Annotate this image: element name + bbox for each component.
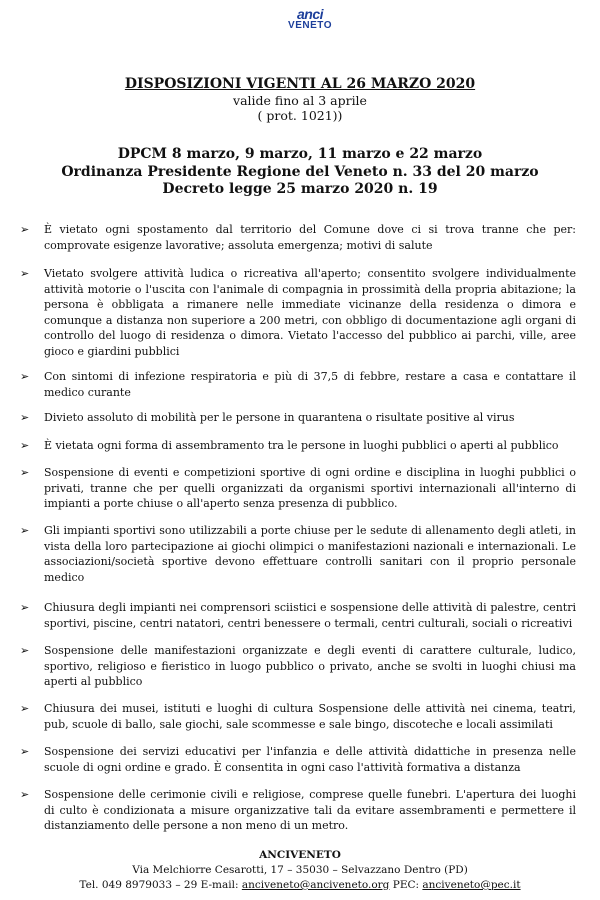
protocol-subtitle: ( prot. 1021)) — [257, 108, 343, 123]
arrow-bullet-icon: ➢ — [20, 370, 30, 383]
list-item-text: Vietato svolgere attività ludica o ricreativa all'aperto; consentito svolgere individualmente attività motorie o l'uscita con l'animale di compagnia in prossimità della propria abitazione; la persona è obbligata a rimanere nelle immediate vicinanze della residenza o dimora e comunque a distanza non superiore a 200 metri, con obbligo di documentazione agli organi di controllo del luogo di residenza o dimora. Vietato l'accesso del pubblico ai parchi, ville, aree gioco e giardini pubblici — [44, 267, 576, 358]
arrow-bullet-icon: ➢ — [20, 524, 30, 537]
list-item-text: Sospensione dei servizi educativi per l'infanzia e delle attività didattiche in presenza nelle scuole di ogni ordine e grado. È consentita in ogni caso l'attività formativa a distanza — [44, 745, 576, 774]
footer-address: Via Melchiorre Cesarotti, 17 – 35030 – Selvazzano Dentro (PD) — [132, 864, 468, 876]
arrow-bullet-icon: ➢ — [20, 644, 30, 657]
arrow-bullet-icon: ➢ — [20, 601, 30, 614]
list-item-text: Sospensione di eventi e competizioni sportive di ogni ordine e disciplina in luoghi pubblici o privati, tranne che per quelli organizzati da organismi sportivi internazionali all'interno di impianti a porte chiuse o all'aperto senza presenza di pubblico. — [44, 466, 576, 510]
footer-org-name: ANCIVENETO — [259, 849, 341, 861]
list-item-text: È vietata ogni forma di assembramento tra le persone in luoghi pubblici o aperti al pubblico — [44, 439, 559, 452]
footer-pec-label: PEC: — [389, 879, 423, 891]
arrow-bullet-icon: ➢ — [20, 223, 30, 236]
footer-contacts — [0, 878, 600, 893]
decree-line: Decreto legge 25 marzo 2020 n. 19 — [162, 181, 438, 197]
footer-email-link[interactable]: anciveneto@anciveneto.org — [241, 879, 390, 891]
arrow-bullet-icon: ➢ — [20, 745, 30, 758]
list-item-text: Gli impianti sportivi sono utilizzabili a porte chiuse per le sedute di allenamento degli atleti, in vista della loro partecipazione ai giochi olimpici o manifestazioni nazionali e internazionali. Le associazioni/società sportive devono effettuare controlli sanitari con il proprio personale medico — [44, 524, 576, 584]
title-block — [0, 76, 600, 123]
arrow-bullet-icon: ➢ — [20, 411, 30, 424]
footer-pec-link[interactable]: anciveneto@pec.it — [422, 879, 521, 891]
decrees-block — [0, 146, 600, 199]
list-item-text: Chiusura degli impianti nei comprensori sciistici e sospensione delle attività di palestre, centri sportivi, piscine, centri natatori, centri benessere o termali, centri culturali, sociali o ricreativi — [44, 601, 576, 630]
footer-tel: Tel. 049 8979033 – 29 E-mail: — [79, 879, 242, 891]
arrow-bullet-icon: ➢ — [20, 439, 30, 452]
list-item-text: Divieto assoluto di mobilità per le persone in quarantena o risultate positive al virus — [44, 411, 515, 424]
list-item-text: Sospensione delle manifestazioni organizzate e degli eventi di carattere culturale, ludico, sportivo, religioso e fieristico in luogo pubblico o privato, anche se svolti in luoghi chiusi ma aperti al pubblico — [44, 644, 576, 688]
anci-veneto-logo — [260, 8, 360, 31]
validity-subtitle: valide fino al 3 aprile — [233, 93, 367, 108]
page-title: DISPOSIZIONI VIGENTI AL 26 MARZO 2020 — [124, 76, 476, 92]
logo-top-text: anci — [296, 6, 323, 22]
arrow-bullet-icon: ➢ — [20, 466, 30, 479]
decree-line: DPCM 8 marzo, 9 marzo, 11 marzo e 22 marzo — [117, 146, 483, 162]
footer — [0, 848, 600, 893]
arrow-bullet-icon: ➢ — [20, 267, 30, 280]
arrow-bullet-icon: ➢ — [20, 702, 30, 715]
list-item-text: Con sintomi di infezione respiratoria e più di 37,5 di febbre, restare a casa e contattare il medico curante — [44, 370, 576, 399]
list-item-text: Sospensione delle cerimonie civili e religiose, comprese quelle funebri. L'apertura dei luoghi di culto è condizionata a misure organizzative tali da evitare assembramenti e permettere il distanziamento delle persone a non meno di un metro. — [44, 788, 576, 832]
list-item-text: È vietato ogni spostamento dal territorio del Comune dove ci si trova tranne che per: comprovate esigenze lavorative; assoluta emergenza; motivi di salute — [44, 223, 576, 252]
list-item-text: Chiusura dei musei, istituti e luoghi di cultura Sospensione delle attività nei cinema, teatri, pub, scuole di ballo, sale giochi, sale scommesse e sale bingo, discoteche e locali assimilati — [44, 702, 576, 731]
decree-line: Ordinanza Presidente Regione del Veneto n. 33 del 20 marzo — [61, 163, 539, 180]
logo-bottom-text: VENETO — [288, 20, 332, 31]
arrow-bullet-icon: ➢ — [20, 788, 30, 801]
